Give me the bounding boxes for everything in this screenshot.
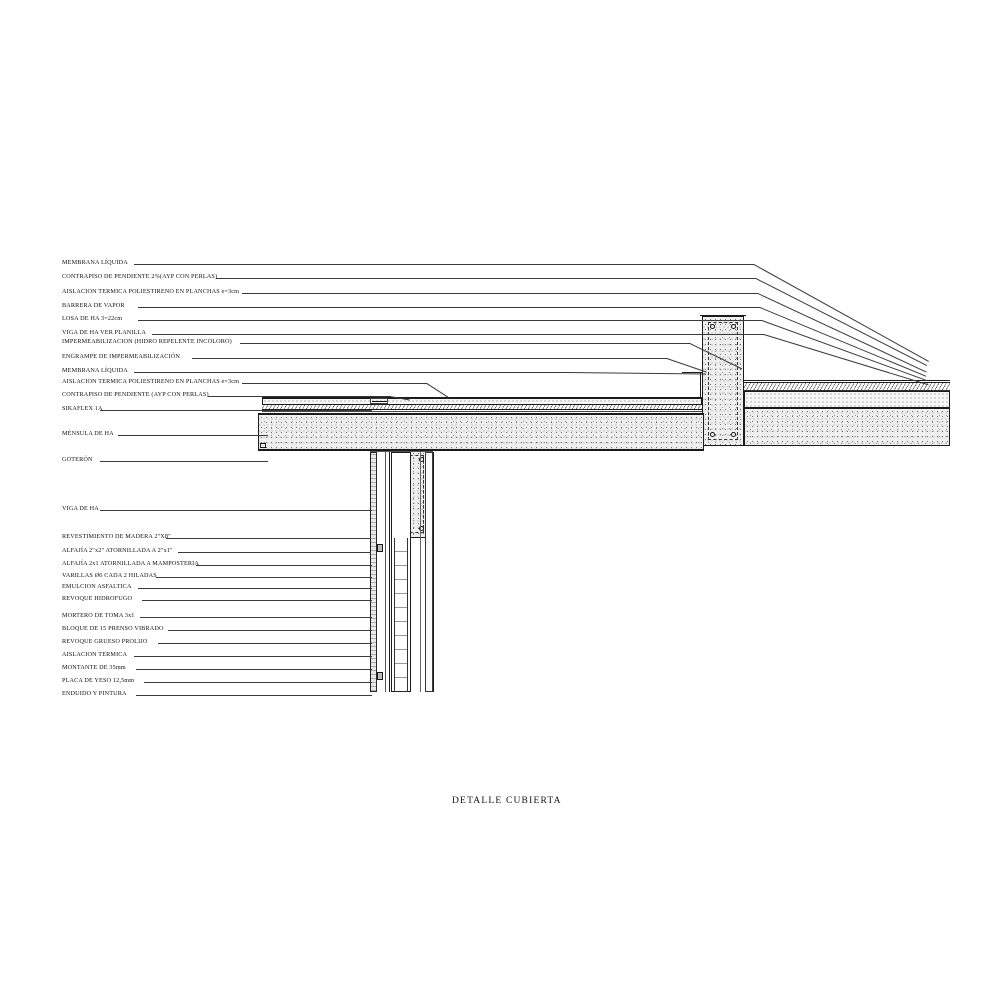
annotation-label: PLACA DE YESO 12,5mm: [62, 677, 135, 684]
annotation-label: AISLACION TERMICA POLIESTIRENO EN PLANCHAS e=3cm: [62, 288, 240, 295]
annotation-label: LOSA DE HA 3=22cm: [62, 315, 123, 322]
annotation-label: EMULCION ASFALTICA: [62, 583, 132, 590]
air-cavity-line: [385, 452, 386, 692]
roof-slab-right: [744, 408, 950, 446]
annotation-label: BLOQUE DE 15 PRENSO VIBRADO: [62, 625, 164, 632]
batten-lower: [377, 672, 383, 680]
wall-top-line: [370, 451, 433, 452]
batten-upper: [377, 544, 383, 552]
metal-stud-line: [420, 452, 421, 692]
annotation-label: VIGA DE HA: [62, 505, 99, 512]
annotation-label: MORTERO DE TOMA 3x1: [62, 612, 135, 619]
roof-soffit-line: [258, 450, 704, 451]
roof-slab-top-edge: [258, 413, 704, 414]
annotation-label: ENGRAMPE DE IMPERMEABILIZACIÓN: [62, 353, 180, 360]
annotation-label: ALFAJÍA 2"x2" ATORNILLADA A 2"x1": [62, 547, 173, 554]
roof-vapour-barrier-left: [262, 411, 702, 412]
parapet-cap-line: [700, 315, 746, 316]
annotation-label: AISLACION TERMICA: [62, 651, 128, 658]
roof-screed-left: [262, 398, 702, 405]
interior-lining: [425, 452, 433, 692]
annotation-label: VARILLAS Ø6 CADA 2 HILADAS: [62, 572, 157, 579]
annotation-label: CONTRAPISO DE PENDIENTE 2%(AYP CON PERLAS): [62, 273, 218, 280]
sikaflex-bead: [370, 398, 388, 404]
annotation-label: REVOQUE HIDROFUGO: [62, 595, 133, 602]
asphalt-emulsion-line: [389, 452, 390, 692]
annotation-label: REVOQUE GRUESO PROLIJO: [62, 638, 148, 645]
annotation-label: GOTERÓN: [62, 456, 93, 463]
wall-inner-face: [433, 452, 434, 692]
drawing-title: DETALLE CUBIERTA: [452, 796, 562, 806]
annotation-label: CONTRAPISO DE PENDIENTE (AYP CON PERLAS): [62, 391, 209, 398]
annotation-label: REVESTIMIENTO DE MADERA 2"X8": [62, 533, 171, 540]
roof-slab-left: [258, 414, 704, 450]
masonry-courses: [394, 538, 408, 692]
annotation-label: ENDUIDO Y PINTURA: [62, 690, 127, 697]
annotation-label: IMPERMEABILIZACION (HIDRO REPELENTE INCOLORO): [62, 338, 232, 345]
annotation-label: SIKAFLEX 1A: [62, 405, 103, 412]
goteron-drip-groove: [260, 443, 266, 448]
annotation-label: ALFAJÍA 2x1 ATORNILLADA A MAMPOSTERIA: [62, 560, 199, 567]
annotation-label: MEMBRANA LÍQUIDA: [62, 259, 128, 266]
annotation-label: BARRERA DE VAPOR: [62, 302, 125, 309]
flashing-upturn: [700, 372, 701, 398]
roof-screed-right: [744, 391, 950, 408]
annotation-label: MÉNSULA DE HA: [62, 430, 114, 437]
parapet-stirrup: [708, 322, 738, 440]
annotation-label: MONTANTE DE 35mm: [62, 664, 126, 671]
annotation-label: MEMBRANA LÍQUIDA: [62, 367, 128, 374]
annotation-label: AISLACION TERMICA POLIESTIRENO EN PLANCHAS e=3cm: [62, 378, 240, 385]
roof-vapour-barrier-right: [744, 390, 950, 391]
annotation-label: VIGA DE HA VER PLANILLA: [62, 329, 147, 336]
slab-edge-left: [258, 414, 259, 451]
